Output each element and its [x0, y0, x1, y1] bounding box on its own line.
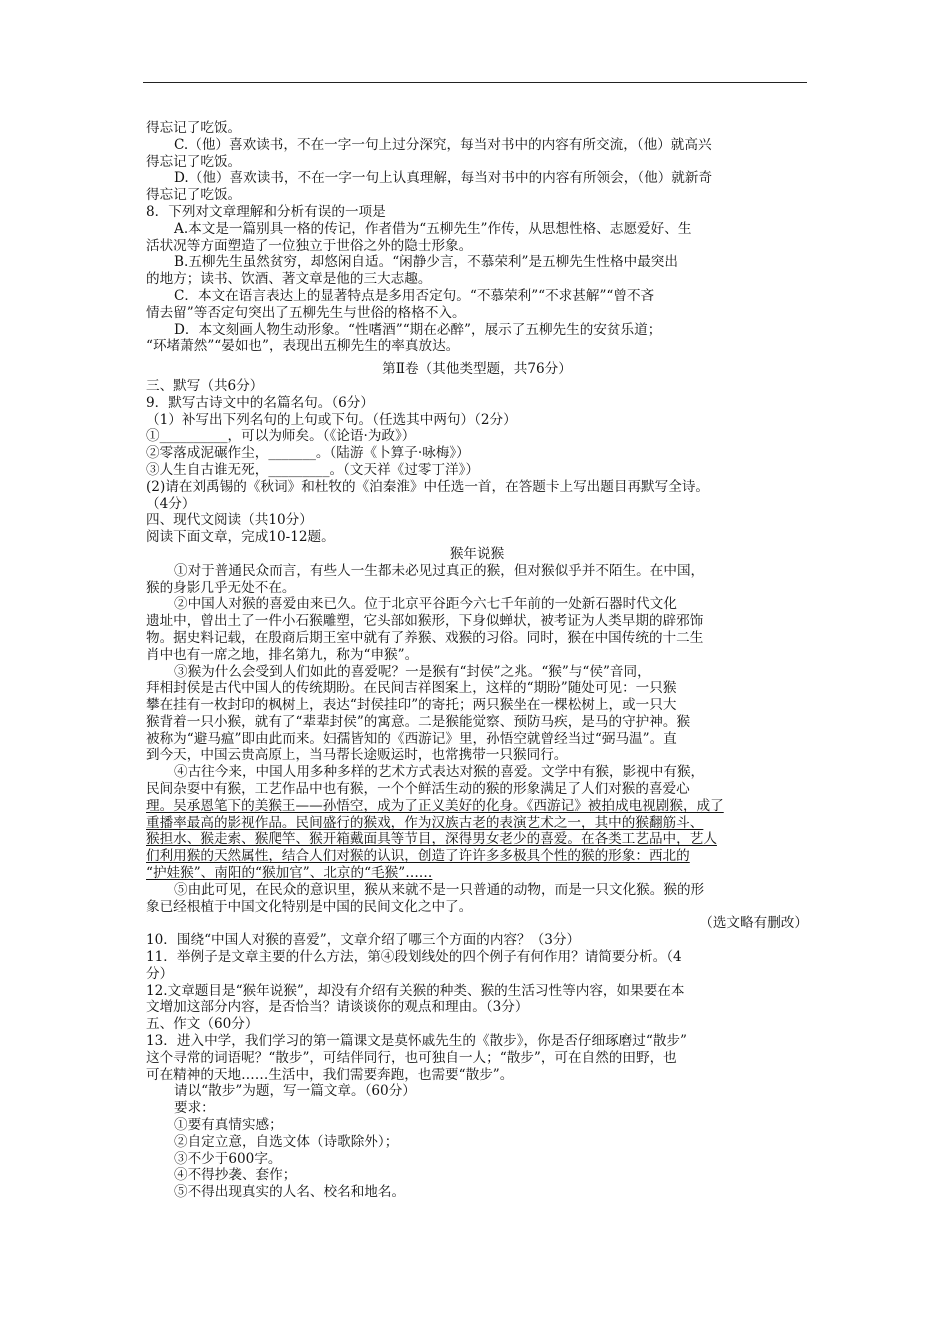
requirements-heading: 要求：: [174, 1100, 215, 1117]
paragraph-4-line: 民间杂耍中有猴，工艺作品中也有猴，一个个鲜活生动的猴的形象满足了人们对猴的喜爱心: [146, 781, 690, 798]
paragraph-3-line: 猴背着一只小猴，就有了“辈辈封侯”的寓意。二是猴能觉察、预防马疾，是马的守护神。猴: [146, 713, 691, 730]
paragraph-4-underlined-line: 重播率最高的影视作品。民间盛行的猴戏，作为汉族古老的表演艺术之一，其中的猴翻筋斗、: [146, 814, 704, 831]
q13-cont: 这个寻常的词语呢？“散步”，可结伴同行，也可独自一人；“散步”，可在自然的田野，也: [146, 1049, 677, 1066]
paragraph-4-underlined-line: 们利用猴的天然属性，结合人们对猴的认识，创造了许许多多极具个性的猴的形象：西北的: [146, 848, 690, 865]
section5-heading: 五、作文（60分）: [146, 1016, 259, 1033]
q8-option-d: D．本文刻画人物生动形象。“性嗜酒”“期在必醉”，展示了五柳先生的安贫乐道；: [174, 321, 662, 338]
q8-option-a-cont: 活状况等方面塑造了一位独立于世俗之外的隐士形象。: [146, 237, 473, 254]
requirement-2: ②自定立意，自选文体（诗歌除外）；: [174, 1133, 399, 1150]
requirement-4: ④不得抄袭、套作；: [174, 1167, 297, 1184]
paragraph-4-underlined-line: 理。吴承恩笔下的美猴王——孙悟空，成为了正义美好的化身。《西游记》被拍成电视剧猴，成了: [146, 797, 724, 814]
paragraph-3-line: 被称为“避马瘟”即由此而来。妇孺皆知的《西游记》里，孙悟空就曾经当过“弼马温”。直: [146, 730, 677, 747]
q9-part2: (2)请在刘禹锡的《秋词》和杜牧的《泊秦淮》中任选一首，在答题卡上写出题目再默写全诗。: [146, 478, 710, 495]
paragraph-3-line: 攀在挂有一枚封印的枫树上，表达“封侯挂印”的寄托；两只猴坐在一棵松树上，或一只大: [146, 697, 677, 714]
q7-option-d: D.（他）喜欢读书，不在一字一句上认真理解，每当对书中的内容有所领会，（他）就新奇: [174, 170, 713, 187]
requirement-1: ①要有真情实感；: [174, 1117, 283, 1134]
paragraph-4-underlined-line: 猴担水、猴走索、猴爬竿、猴开箱戴面具等节目，深得男女老少的喜爱。在各类工艺品中，艺人: [146, 831, 717, 848]
header-rule: [143, 82, 807, 83]
paragraph-5-line: 象已经根植于中国文化特别是中国的民间文化之中了。: [146, 898, 473, 915]
q7-b-tail: 得忘记了吃饭。: [146, 120, 242, 136]
paragraph-2-line: 遗址中，曾出土了一件小石猴雕塑，它头部如猴形，下身似蝉状，被考证为人类早期的辟邪饰: [146, 613, 704, 630]
q11-cont: 分）: [146, 965, 174, 982]
source-note: （选文略有删改）: [699, 915, 808, 932]
paragraph-4-underlined-line: “护娃猴”、南阳的“猴加官”、北京的“毛猴”……: [146, 865, 433, 882]
requirement-3: ③不少于600字。: [174, 1150, 282, 1167]
q8-option-d-cont: “环堵萧然”“晏如也”，表现出五柳先生的率真放达。: [146, 338, 460, 355]
paragraph-3: ③猴为什么会受到人们如此的喜爱呢？一是猴有“封侯”之兆。“猴”与“侯”音同，: [174, 663, 651, 680]
q8-option-b-cont: 的地方；读书、饮酒、著文章是他的三大志趣。: [146, 271, 432, 288]
q13: 13．进入中学，我们学习的第一篇课文是莫怀戚先生的《散步》，你是否仔细琢磨过“散步”: [146, 1033, 687, 1050]
paragraph-3-line: 拜相封侯是古代中国人的传统期盼。在民间吉祥图案上，这样的“期盼”随处可见：一只猴: [146, 680, 677, 697]
q8-option-a: A.本文是一篇别具一格的传记，作者借为“五柳先生”作传，从思想性格、志愿爱好、生: [174, 220, 692, 237]
q7-option-c: C.（他）喜欢读书，不在一字一句上过分深究，每当对书中的内容有所交流，（他）就高兴: [174, 136, 712, 153]
paragraph-5: ⑤由此可见，在民众的意识里，猴从来就不是一只普通的动物，而是一只文化猴。猴的形: [174, 881, 705, 898]
q9-item-2: ②零落成泥碾作尘，_______。（陆游《卜算子·咏梅》）: [146, 445, 470, 462]
part2-title: 第Ⅱ卷（其他类型题，共76分）: [382, 361, 572, 378]
essay-prompt: 请以“散步”为题，写一篇文章。（60分）: [174, 1083, 416, 1100]
article-title: 猴年说猴: [449, 545, 505, 562]
q8-option-c-cont: 情去留”等否定句突出了五柳先生与世俗的格格不入。: [146, 304, 466, 321]
paragraph-2-line: 物。据史料记载，在殷商后期王室中就有了养猴、戏猴的习俗。同时，猴在中国传统的十二生: [146, 629, 704, 646]
q7-option-d-cont: 得忘记了吃饭。: [146, 187, 242, 204]
section3-heading: 三、默写（共6分）: [146, 377, 264, 394]
paragraph-4: ④古往今来，中国人用多种多样的艺术方式表达对猴的喜爱。文学中有猴，影视中有猴，: [174, 764, 705, 781]
exam-page: [146, 120, 808, 1201]
q12-cont: 文增加这部分内容，是否恰当？请谈谈你的观点和理由。（3分）: [146, 999, 529, 1016]
q7-option-c-cont: 得忘记了吃饭。: [146, 153, 242, 170]
q13-cont: 可在精神的天地……生活中，我们需要奔跑，也需要“散步”。: [146, 1066, 514, 1083]
paragraph-2-line: 肖中也有一席之地，排名第九，称为“申猴”。: [146, 646, 419, 663]
q8-option-b: B.五柳先生虽然贫穷，却悠闲自适。“闲静少言，不慕荣利”是五柳先生性格中最突出: [174, 254, 678, 271]
paragraph-1-line: 猴的身影几乎无处不在。: [146, 579, 296, 596]
q9-item-1: ①__________，可以为师矣。（《论语·为政》）: [146, 428, 416, 445]
paragraph-2: ②中国人对猴的喜爱由来已久。位于北京平谷距今六七千年前的一处新石器时代文化: [174, 596, 677, 613]
q9-part1: （1）补写出下列名句的上句或下句。（任选其中两句）（2分）: [146, 411, 517, 428]
q11: 11．举例子是文章主要的什么方法，第④段划线处的四个例子有何作用？请简要分析。（4: [146, 949, 682, 966]
q9-part2-cont: （4分）: [146, 495, 196, 512]
section4-heading: 四、现代文阅读（共10分）: [146, 512, 313, 529]
q8-option-c: C．本文在语言表达上的显著特点是多用否定句。“不慕荣利”“不求甚解”“曾不吝: [174, 287, 655, 304]
q8-stem: 8．下列对文章理解和分析有误的一项是: [146, 203, 386, 220]
q10: 10．围绕“中国人对猴的喜爱”，文章介绍了哪三个方面的内容？（3分）: [146, 932, 581, 949]
q12: 12.文章题目是“猴年说猴”，却没有介绍有关猴的种类、猴的生活习性等内容，如果要在本: [146, 982, 685, 999]
q9-stem: 9．默写古诗文中的名篇名句。（6分）: [146, 394, 374, 411]
paragraph-3-line: 到今天，中国云贵高原上，当马帮长途贩运时，也常携带一只猴同行。: [146, 747, 568, 764]
requirement-5: ⑤不得出现真实的人名、校名和地名。: [174, 1184, 406, 1201]
q9-item-3: ③人生自古谁无死，_________。（文天祥《过零丁洋》）: [146, 461, 480, 478]
paragraph-1: ①对于普通民众而言，有些人一生都未必见过真正的猴，但对猴似乎并不陌生。在中国，: [174, 562, 705, 579]
reading-instruction: 阅读下面文章，完成10-12题。: [146, 529, 335, 546]
